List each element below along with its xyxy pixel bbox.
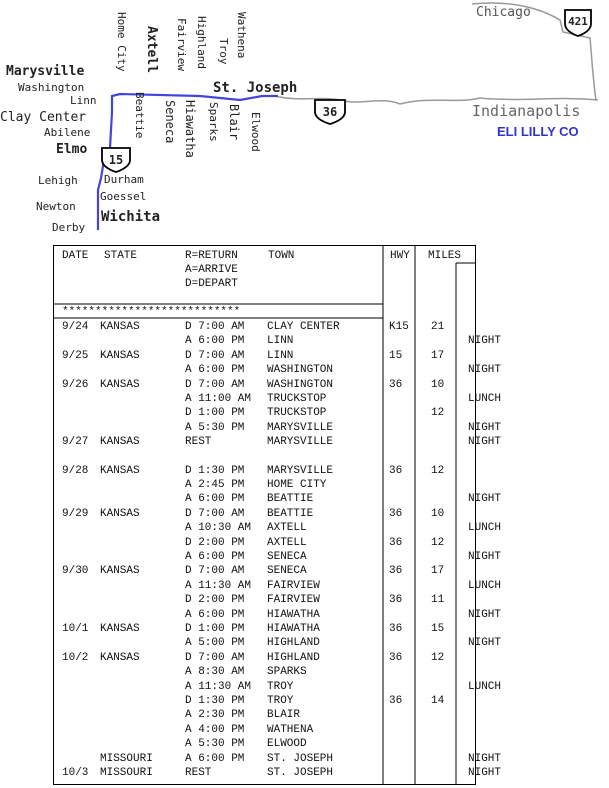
cell-town: ST. JOSEPH: [267, 767, 334, 779]
cell-town: LINN: [267, 349, 294, 362]
city-abilene: Abilene: [44, 126, 91, 139]
cell-town: HOME CITY: [267, 479, 327, 491]
hwy-421-label: 421: [568, 15, 588, 28]
cell-town: HIGHLAND: [267, 637, 320, 650]
city-lehigh: Lehigh: [38, 174, 78, 187]
cell-hwy: 36: [389, 695, 403, 707]
cell-town: MARYSVILLE: [267, 436, 334, 449]
header-town: TOWN: [268, 250, 295, 262]
route-map: [0, 0, 609, 245]
city-axtell: Axtell: [144, 26, 159, 73]
cell-town: SENECA: [267, 565, 307, 578]
cell-time: D 2:00 PM: [185, 536, 245, 549]
header-date: DATE: [62, 250, 89, 262]
cell-state: KANSAS: [100, 378, 140, 391]
cell-note: NIGHT: [468, 364, 502, 377]
cell-state: MISSOURI: [100, 752, 153, 765]
cell-date: 10/3: [62, 767, 89, 779]
cell-time: D 2:00 PM: [185, 594, 245, 607]
cell-time: D 7:00 AM: [185, 565, 245, 578]
city-derby: Derby: [52, 221, 86, 234]
cell-hwy: 36: [389, 378, 403, 391]
cell-date: 9/29: [62, 507, 89, 520]
cell-state: MISSOURI: [100, 767, 153, 779]
cell-miles: 17: [431, 349, 445, 362]
city-hiawatha: Hiawatha: [183, 100, 197, 158]
cell-time: D 7:00 AM: [185, 378, 245, 391]
cell-hwy: 36: [389, 464, 403, 477]
cell-time: A 6:00 PM: [185, 364, 245, 377]
city-goessel: Goessel: [100, 190, 147, 203]
cell-note: LUNCH: [468, 680, 502, 693]
cell-date: 9/24: [62, 321, 89, 333]
header-legend-return: R=RETURN: [185, 250, 238, 262]
cell-note: NIGHT: [468, 421, 502, 434]
city-highland: Highland: [195, 16, 208, 69]
cell-miles: 11: [431, 594, 445, 607]
city-st-joseph: St. Joseph: [213, 80, 298, 96]
city-indianapolis: Indianapolis: [472, 102, 581, 120]
cell-miles: 15: [431, 623, 445, 635]
cell-state: KANSAS: [100, 349, 140, 362]
cell-time: A 6:00 PM: [185, 551, 245, 563]
city-blair: Blair: [227, 104, 241, 141]
cell-time: D 7:00 AM: [185, 349, 245, 362]
cell-hwy: 36: [389, 623, 403, 635]
cell-town: HIAWATHA: [267, 608, 320, 621]
cell-town: BEATTIE: [267, 493, 314, 506]
cell-hwy: K15: [389, 321, 409, 333]
cell-note: NIGHT: [468, 608, 502, 621]
cell-town: TRUCKSTOP: [267, 393, 327, 405]
hwy-15-label: 15: [108, 153, 124, 167]
cell-time: A 11:30 AM: [185, 579, 252, 592]
cell-town: MARYSVILLE: [267, 421, 334, 434]
cell-time: A 6:00 PM: [185, 608, 245, 621]
cell-town: WATHENA: [267, 723, 314, 736]
cell-time: D 1:00 PM: [185, 407, 245, 420]
cell-town: TRUCKSTOP: [267, 407, 327, 420]
cell-town: MARYSVILLE: [267, 464, 334, 477]
cell-time: D 7:00 AM: [185, 321, 245, 333]
cell-town: SENECA: [267, 551, 307, 563]
cell-town: WASHINGTON: [267, 378, 334, 391]
cell-time: A 10:30 AM: [185, 522, 252, 535]
city-fairview: Fairview: [175, 18, 188, 71]
cell-miles: 12: [431, 464, 445, 477]
city-elwood: Elwood: [249, 112, 262, 152]
cell-note: NIGHT: [468, 752, 502, 765]
cell-state: KANSAS: [100, 321, 140, 333]
cell-time: A 4:00 PM: [185, 723, 245, 736]
cell-date: 9/30: [62, 565, 89, 578]
cell-date: 9/25: [62, 349, 89, 362]
hwy-421-shield: [565, 10, 591, 36]
city-chicago: Chicago: [476, 5, 531, 20]
cell-note: LUNCH: [468, 522, 502, 535]
hwy-36-shield: [315, 100, 345, 124]
cell-miles: 10: [431, 507, 445, 520]
cell-time: A 5:00 PM: [185, 637, 245, 650]
cell-state: KANSAS: [100, 436, 140, 449]
city-sparks: Sparks: [207, 102, 220, 142]
city-washington: Washington: [18, 81, 85, 94]
cell-time: A 2:30 PM: [185, 709, 245, 722]
city-home-city: Home City: [115, 12, 128, 72]
cell-hwy: 36: [389, 594, 403, 607]
header-legend-depart: D=DEPART: [185, 278, 238, 290]
cell-town: BEATTIE: [267, 507, 314, 520]
cell-town: AXTELL: [267, 522, 307, 535]
city-marysville: Marysville: [6, 64, 85, 79]
cell-time: A 5:30 PM: [185, 738, 245, 751]
hwy-36-label: 36: [322, 105, 338, 119]
cell-miles: 10: [431, 378, 445, 391]
cell-town: TROY: [267, 695, 294, 707]
city-troy: Troy: [217, 38, 230, 65]
city-wichita: Wichita: [101, 209, 161, 225]
cell-time: REST: [185, 767, 212, 779]
cell-miles: 12: [431, 651, 445, 664]
cell-town: FAIRVIEW: [267, 594, 320, 607]
city-seneca: Seneca: [163, 100, 177, 144]
cell-note: LUNCH: [468, 393, 502, 405]
cell-town: LINN: [267, 335, 294, 348]
schedule-table: [53, 245, 502, 785]
cell-note: NIGHT: [468, 551, 502, 563]
cell-miles: 12: [431, 536, 445, 549]
cell-town: HIGHLAND: [267, 651, 320, 664]
cell-state: KANSAS: [100, 464, 140, 477]
cell-miles: 12: [431, 407, 445, 420]
cell-hwy: 36: [389, 651, 403, 664]
cell-note: NIGHT: [468, 767, 502, 779]
cell-note: NIGHT: [468, 493, 502, 506]
cell-note: NIGHT: [468, 637, 502, 650]
cell-miles: 21: [431, 321, 445, 333]
cell-town: ELWOOD: [267, 738, 307, 751]
cell-note: LUNCH: [468, 579, 502, 592]
cell-date: 10/2: [62, 651, 89, 664]
cell-time: A 11:00 AM: [185, 393, 252, 405]
cell-time: D 1:30 PM: [185, 464, 245, 477]
header-state: STATE: [104, 250, 138, 262]
cell-town: BLAIR: [267, 709, 301, 722]
cell-time: REST: [185, 436, 212, 449]
cell-state: KANSAS: [100, 651, 140, 664]
cell-town: CLAY CENTER: [267, 321, 340, 333]
cell-time: D 7:00 AM: [185, 651, 245, 664]
city-beattie: Beattie: [133, 92, 146, 139]
cell-time: D 1:30 PM: [185, 695, 245, 707]
cell-time: A 11:30 AM: [185, 680, 252, 693]
cell-time: A 8:30 AM: [185, 666, 245, 679]
cell-town: WASHINGTON: [267, 364, 334, 377]
cell-date: 9/26: [62, 378, 89, 391]
header-hwy: HWY: [390, 250, 410, 262]
cell-note: NIGHT: [468, 335, 502, 348]
cell-hwy: 36: [389, 507, 403, 520]
cell-note: NIGHT: [468, 436, 502, 449]
city-elmo: Elmo: [56, 142, 88, 157]
cell-time: A 6:00 PM: [185, 335, 245, 348]
cell-time: A 6:00 PM: [185, 752, 245, 765]
cell-miles: 14: [431, 695, 445, 707]
cell-hwy: 36: [389, 536, 403, 549]
cell-time: A 5:30 PM: [185, 421, 245, 434]
cell-state: KANSAS: [100, 565, 140, 578]
cell-date: 9/27: [62, 436, 89, 449]
company-label: ELI LILLY CO: [497, 124, 579, 139]
cell-time: D 7:00 AM: [185, 507, 245, 520]
cell-time: D 1:00 PM: [185, 623, 245, 635]
cell-hwy: 15: [389, 349, 403, 362]
cell-town: SPARKS: [267, 666, 307, 679]
hwy-15-shield: [102, 148, 130, 172]
cell-date: 9/28: [62, 464, 89, 477]
separator-stars: ***************************: [62, 306, 241, 318]
cell-town: AXTELL: [267, 536, 307, 549]
cell-town: FAIRVIEW: [267, 579, 320, 592]
cell-state: KANSAS: [100, 623, 140, 635]
cell-time: A 2:45 PM: [185, 479, 245, 491]
city-durham: Durham: [104, 173, 144, 186]
cell-time: A 6:00 PM: [185, 493, 245, 506]
cell-date: 10/1: [62, 623, 89, 635]
cell-town: HIAWATHA: [267, 623, 320, 635]
city-clay-center: Clay Center: [0, 110, 87, 125]
cell-miles: 17: [431, 565, 445, 578]
city-newton: Newton: [36, 200, 76, 213]
cell-state: KANSAS: [100, 507, 140, 520]
header-miles: MILES: [428, 250, 462, 262]
city-wathena: Wathena: [235, 12, 248, 59]
city-linn: Linn: [70, 94, 97, 107]
cell-town: ST. JOSEPH: [267, 752, 334, 765]
header-legend-arrive: A=ARRIVE: [185, 264, 238, 276]
cell-town: TROY: [267, 680, 294, 693]
cell-hwy: 36: [389, 565, 403, 578]
